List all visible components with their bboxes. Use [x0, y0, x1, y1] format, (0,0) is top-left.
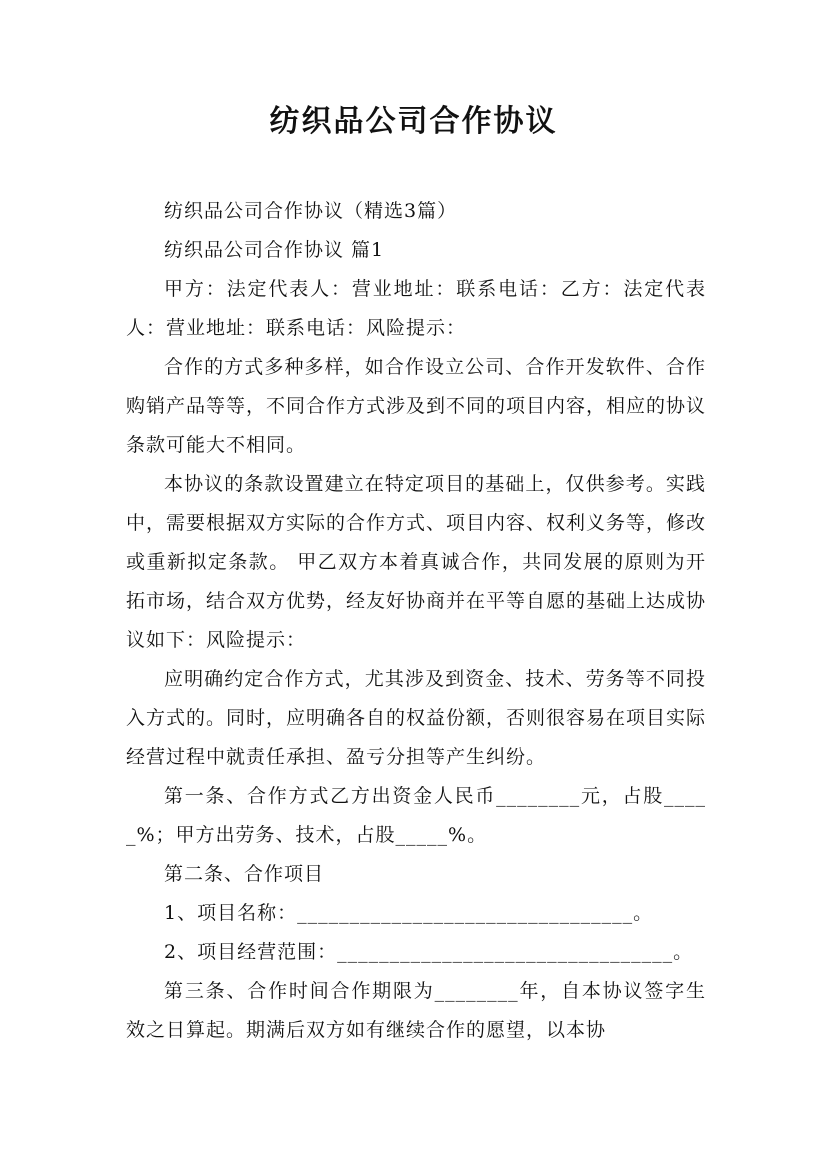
body-paragraph: 合作的方式多种多样，如合作设立公司、合作开发软件、合作购销产品等等，不同合作方式涉及到不同的项目内容，相应的协议条款可能大不相同。: [126, 356, 707, 456]
document-body: [126, 192, 706, 1050]
body-paragraph: 应明确约定合作方式，尤其涉及到资金、技术、劳务等不同投入方式的。同时，应明确各自的权益份额，否则很容易在项目实际经营过程中就责任承担、盈亏分担等产生纠纷。: [126, 668, 707, 768]
subtitle-paragraph: 纺织品公司合作协议（精选3篇）: [164, 200, 458, 222]
clause-item: 2、项目经营范围：________________________________。: [164, 941, 694, 963]
clause-heading: 第二条、合作项目: [164, 863, 325, 885]
clause-paragraph: 第三条、合作时间合作期限为________年，自本协议签字生效之日算起。期满后双方如有继续合作的愿望，以本协: [126, 980, 706, 1041]
clause-paragraph: 第一条、合作方式乙方出资金人民币________元，占股_____%；甲方出劳务、技术，占股_____%。: [126, 785, 706, 846]
clause-item: 1、项目名称：________________________________。: [164, 902, 654, 924]
document-title: 纺织品公司合作协议: [269, 104, 558, 139]
section-heading: 纺织品公司合作协议 篇1: [164, 239, 385, 261]
body-paragraph: 本协议的条款设置建立在特定项目的基础上，仅供参考。实践中，需要根据双方实际的合作方式、项目内容、权利义务等，修改或重新拟定条款。 甲乙双方本着真诚合作，共同发展的原则为开拓市场，结合双方优势，经友好协商并在平等自愿的基础上达成协议如下：风险提示：: [126, 473, 707, 651]
parties-paragraph: 甲方：法定代表人：营业地址：联系电话：乙方：法定代表人：营业地址：联系电话：风险提示：: [126, 278, 706, 339]
